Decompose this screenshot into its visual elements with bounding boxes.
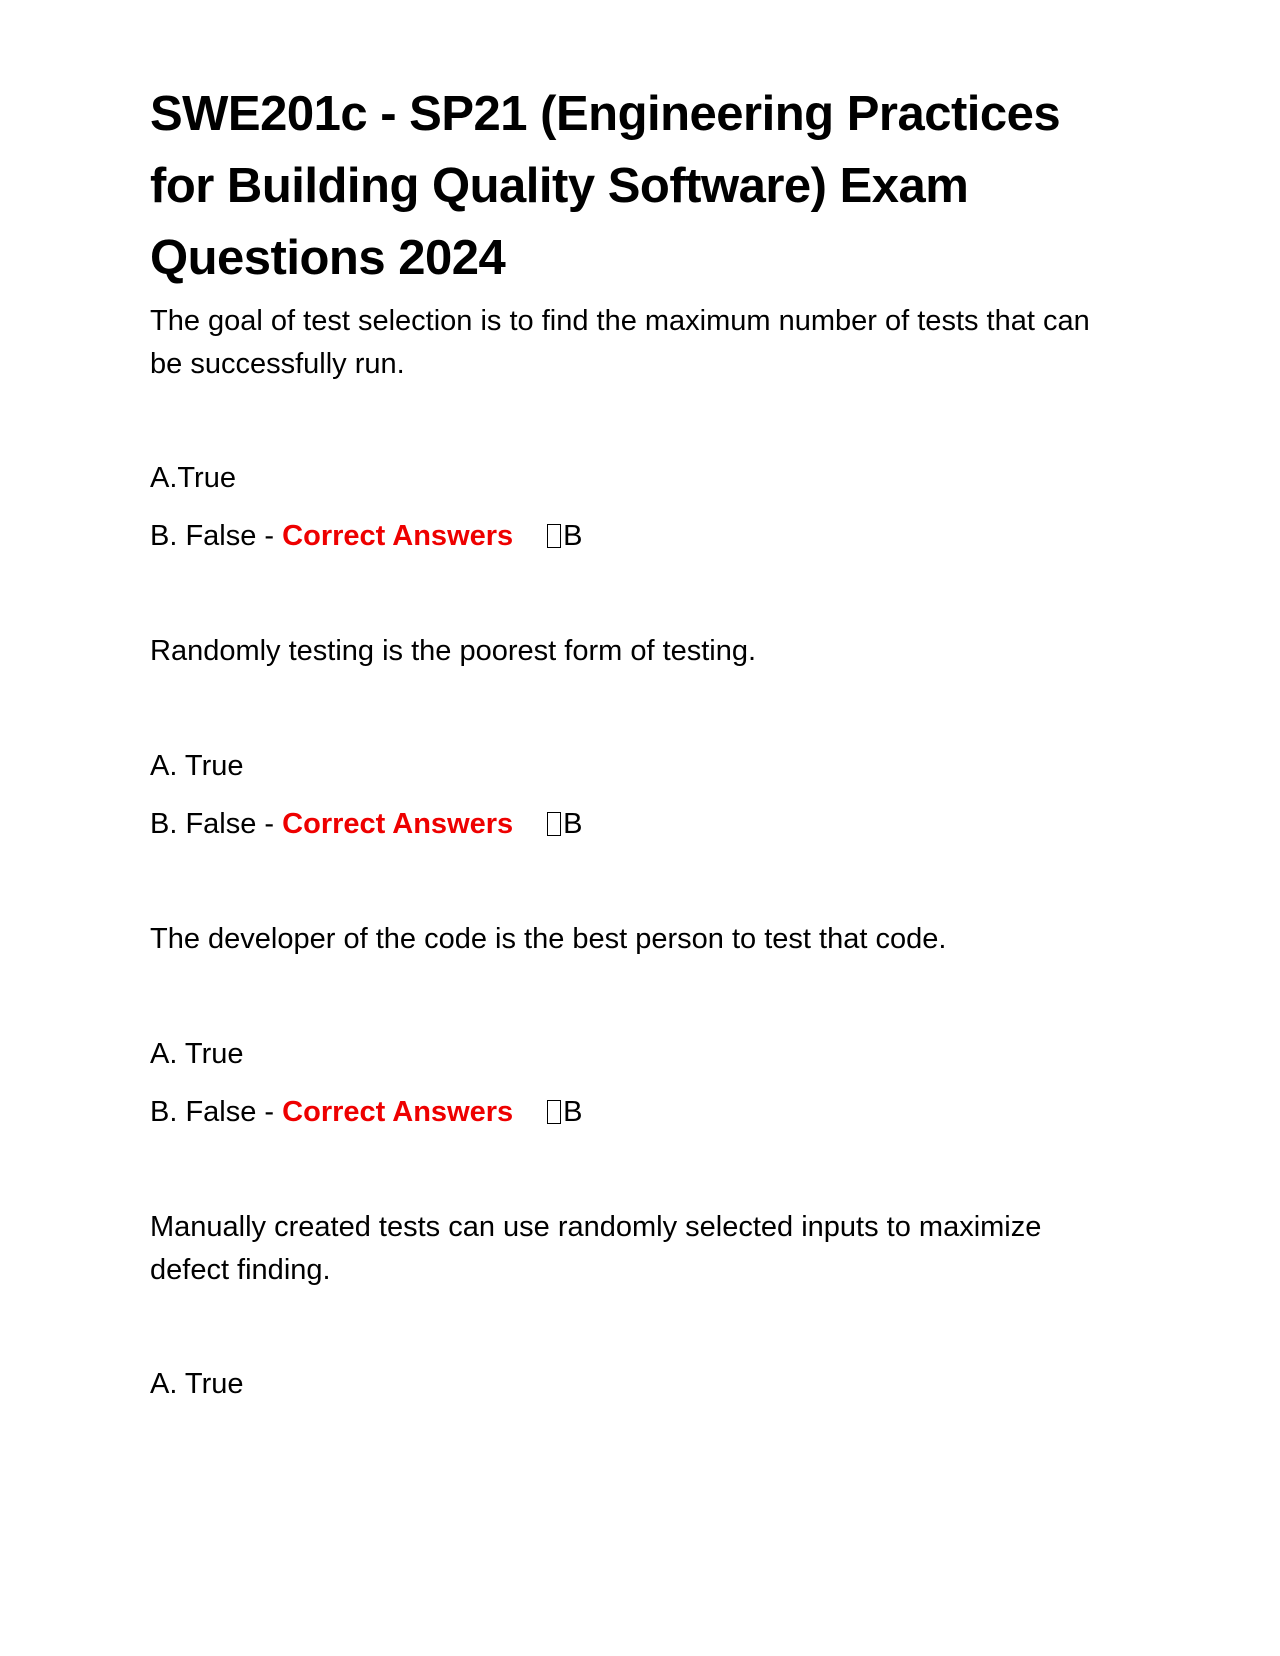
missing-glyph-box-icon [547, 812, 561, 836]
correct-answers-label: Correct Answers [282, 1096, 514, 1128]
question-1-option-a: A.True [150, 462, 236, 494]
correct-answers-label: Correct Answers [282, 808, 514, 840]
question-1-option-b [150, 516, 583, 556]
question-2-option-b [150, 804, 583, 844]
answer-letter: B [563, 520, 583, 552]
option-b-label: B. False - [150, 808, 283, 840]
question-3-option-a: A. True [150, 1038, 244, 1070]
question-4-text: Manually created tests can use randomly selected inputs to maximize defect finding. [150, 1211, 1042, 1286]
option-b-label: B. False - [150, 520, 283, 552]
question-3-text: The developer of the code is the best person to test that code. [150, 923, 947, 955]
document-page [150, 0, 1110, 1656]
document-title: SWE201c - SP21 (Engineering Practices for Building Quality Software) Exam Questions 2024 [150, 87, 1061, 285]
option-b-label: B. False - [150, 1096, 283, 1128]
question-2-option-a: A. True [150, 750, 244, 782]
correct-answers-label: Correct Answers [282, 520, 514, 552]
question-1-text: The goal of test selection is to find the maximum number of tests that can be successfully run. [150, 305, 1090, 380]
missing-glyph-box-icon [547, 524, 561, 548]
answer-letter: B [563, 808, 583, 840]
question-3-option-b [150, 1092, 583, 1132]
question-4-option-a: A. True [150, 1368, 244, 1400]
question-2-text: Randomly testing is the poorest form of testing. [150, 635, 757, 667]
missing-glyph-box-icon [547, 1100, 561, 1124]
answer-letter: B [563, 1096, 583, 1128]
